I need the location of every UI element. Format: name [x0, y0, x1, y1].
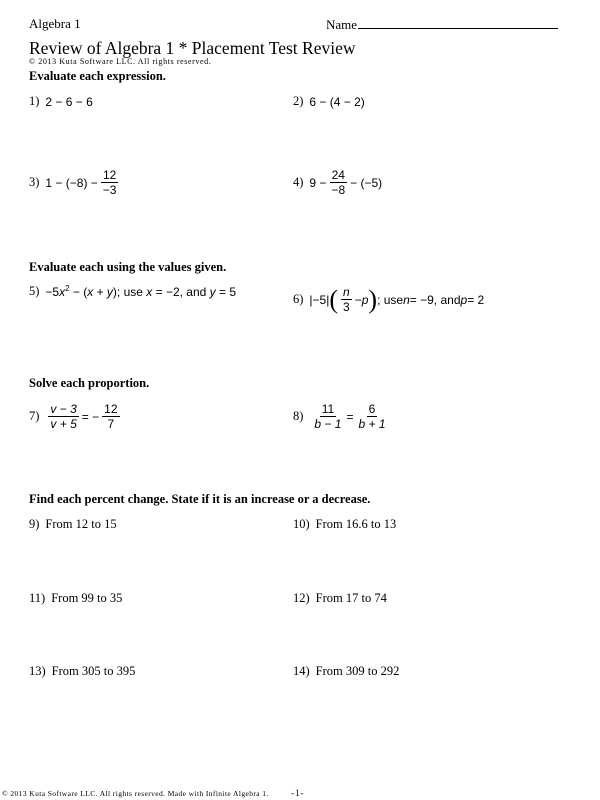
section-heading-percent-change: Find each percent change. State if it is an increase or a decrease.	[29, 492, 371, 506]
problem-number: 2)	[293, 94, 304, 108]
page-number: -1-	[291, 788, 305, 798]
denominator: 7	[107, 417, 115, 431]
problem-14	[293, 664, 399, 679]
problem-text: From 16.6 to 13	[315, 517, 397, 531]
variable-y: y	[106, 285, 113, 299]
page-title: Review of Algebra 1 * Placement Test Review	[29, 38, 356, 58]
expr-part: = 2	[467, 292, 485, 307]
problem-text: From 12 to 15	[45, 517, 117, 531]
expr-part: −	[354, 292, 362, 307]
problem-9	[29, 517, 117, 532]
expression-suffix: − (−5)	[350, 175, 383, 190]
problem-number: 11)	[29, 591, 46, 605]
numerator: 12	[104, 402, 118, 416]
expr-part: ; use	[377, 292, 404, 307]
problem-number: 5)	[29, 284, 40, 298]
close-paren: )	[368, 284, 378, 314]
problem-4	[293, 168, 382, 197]
coefficient: −5	[45, 285, 60, 299]
denominator: v + 5	[50, 417, 77, 431]
equals-sign: = −	[81, 409, 100, 424]
expr-part: = 5	[215, 285, 237, 299]
problem-number: 9)	[29, 517, 40, 531]
absolute-value: |−5|	[309, 292, 330, 307]
problem-number: 8)	[293, 409, 304, 423]
section-heading-proportion: Solve each proportion.	[29, 376, 150, 390]
problem-3	[29, 168, 121, 197]
problem-text: From 305 to 395	[51, 664, 136, 678]
problem-number: 13)	[29, 664, 46, 678]
problem-number: 6)	[293, 292, 304, 306]
expr-part: − (	[69, 285, 88, 299]
expression-prefix: 9 −	[309, 175, 327, 190]
open-paren: (	[329, 284, 339, 314]
problem-number: 4)	[293, 175, 304, 189]
denominator: −8	[331, 183, 346, 197]
problem-number: 3)	[29, 175, 40, 189]
name-line[interactable]	[358, 16, 558, 29]
variable-x: x	[59, 285, 66, 299]
variable-x: x	[146, 285, 153, 299]
problem-12	[293, 591, 387, 606]
problem-7	[29, 402, 123, 431]
problem-8	[293, 402, 391, 431]
course-label: Algebra 1	[29, 16, 81, 31]
problem-number: 10)	[293, 517, 310, 531]
left-fraction	[48, 402, 78, 431]
variable-x: x	[87, 285, 94, 299]
expr-part: = −2, and	[152, 285, 210, 299]
problem-13	[29, 664, 135, 679]
problem-text: From 99 to 35	[51, 591, 123, 605]
problem-6	[293, 285, 484, 314]
variable-n: n	[403, 292, 410, 307]
right-fraction	[102, 402, 119, 431]
copyright-notice: © 2013 Kuta Software LLC. All rights reserved.	[29, 57, 212, 66]
name-field[interactable]	[326, 16, 558, 33]
numerator: 6	[368, 402, 376, 416]
expr-part: +	[93, 285, 107, 299]
equals-sign: =	[346, 409, 354, 424]
fraction	[329, 168, 347, 197]
numerator: v − 3	[50, 402, 77, 416]
problem-text: From 309 to 292	[315, 664, 400, 678]
problem-10	[293, 517, 396, 532]
problem-2	[293, 94, 365, 109]
problem-expression	[45, 284, 236, 299]
expr-part: = −9, and	[409, 292, 461, 307]
numerator: 12	[102, 168, 117, 182]
fraction	[341, 285, 352, 314]
right-fraction	[356, 402, 387, 431]
problem-1	[29, 94, 93, 109]
variable-p: p	[460, 292, 468, 307]
fraction	[101, 168, 119, 197]
numerator: 11	[321, 402, 335, 416]
expr-part: ); use	[112, 285, 147, 299]
numerator: 24	[331, 168, 345, 182]
variable-y: y	[209, 285, 216, 299]
problem-number: 14)	[293, 664, 310, 678]
left-fraction	[312, 402, 343, 431]
footer-copyright: © 2013 Kuta Software LLC. All rights reserved. Made with Infinite Algebra 1.	[2, 789, 269, 798]
denominator: 3	[343, 300, 350, 314]
problem-text: From 17 to 74	[315, 591, 387, 605]
problem-expression: 2 − 6 − 6	[45, 94, 93, 109]
problem-11	[29, 591, 122, 606]
expression-prefix: 1 − (−8) −	[45, 175, 98, 190]
problem-number: 12)	[293, 591, 310, 605]
numerator: n	[343, 285, 350, 299]
exponent: 2	[65, 284, 70, 293]
section-heading-evaluate-expression: Evaluate each expression.	[29, 69, 166, 83]
denominator: b − 1	[314, 417, 342, 431]
problem-expression: 6 − (4 − 2)	[309, 94, 365, 109]
variable-p: p	[361, 292, 369, 307]
name-label: Name	[326, 17, 358, 32]
problem-number: 7)	[29, 409, 40, 423]
denominator: b + 1	[358, 417, 386, 431]
denominator: −3	[102, 183, 117, 197]
section-heading-evaluate-values: Evaluate each using the values given.	[29, 260, 227, 274]
problem-number: 1)	[29, 94, 40, 108]
problem-5	[29, 284, 236, 299]
